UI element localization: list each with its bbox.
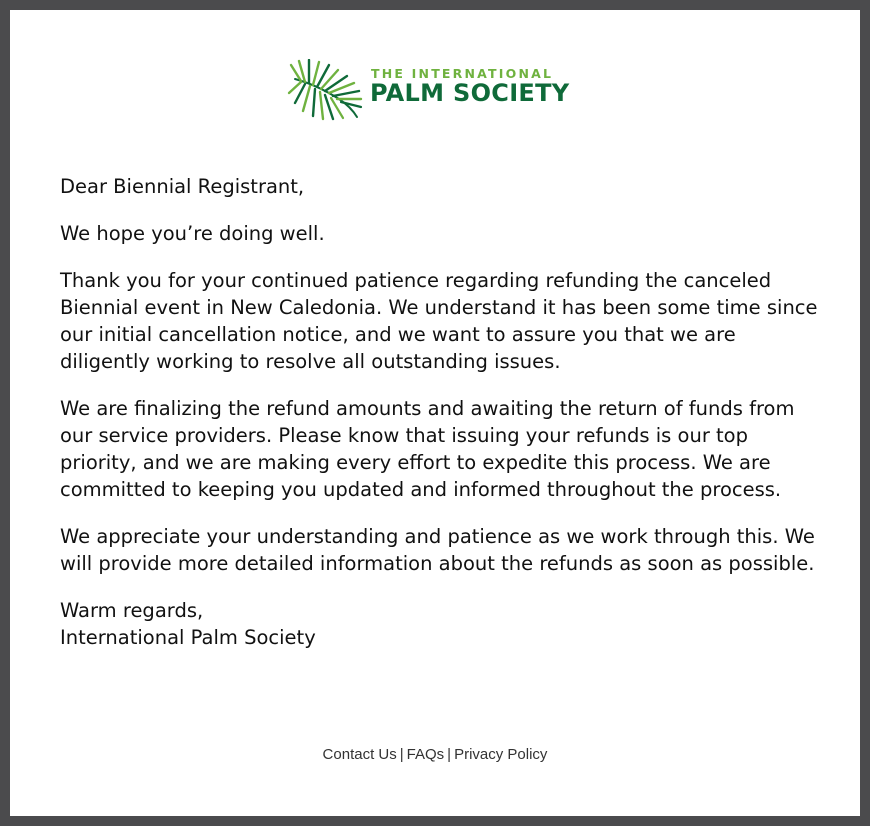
paragraph-3: We are finalizing the refund amounts and awaiting the return of funds from our service providers. Please know that issuing your refunds is our top priority, and we are making every effort to expedite this process. We are committed to keeping you updated and informed throughout the process. <box>60 397 795 501</box>
palm-society-logo[interactable] <box>287 59 607 129</box>
signature-block <box>60 597 830 651</box>
logo-top-line: THE INTERNATIONAL <box>371 66 554 81</box>
closing: Warm regards, <box>60 599 204 622</box>
email-body <box>10 10 860 816</box>
footer-links <box>10 746 860 763</box>
letter-content <box>60 173 830 671</box>
footer-separator: | <box>399 746 404 763</box>
privacy-policy-link[interactable]: Privacy Policy <box>454 746 548 763</box>
palm-leaf-icon <box>287 59 367 121</box>
contact-us-link[interactable]: Contact Us <box>322 746 397 763</box>
paragraph-2: Thank you for your continued patience regarding refunding the canceled Biennial event in New Caledonia. We understand it has been some time since our initial cancellation notice, and we want to assure you that we are diligently working to resolve all outstanding issues. <box>60 269 818 373</box>
logo-bottom-line: PALM SOCIETY <box>370 79 570 107</box>
faqs-link[interactable]: FAQs <box>406 746 445 763</box>
footer-separator: | <box>447 746 452 763</box>
signature: International Palm Society <box>60 626 316 649</box>
paragraph-4: We appreciate your understanding and patience as we work through this. We will provide more detailed information about the refunds as soon as possible. <box>60 525 815 575</box>
paragraph-1: We hope you’re doing well. <box>60 222 325 245</box>
greeting: Dear Biennial Registrant, <box>60 175 305 198</box>
